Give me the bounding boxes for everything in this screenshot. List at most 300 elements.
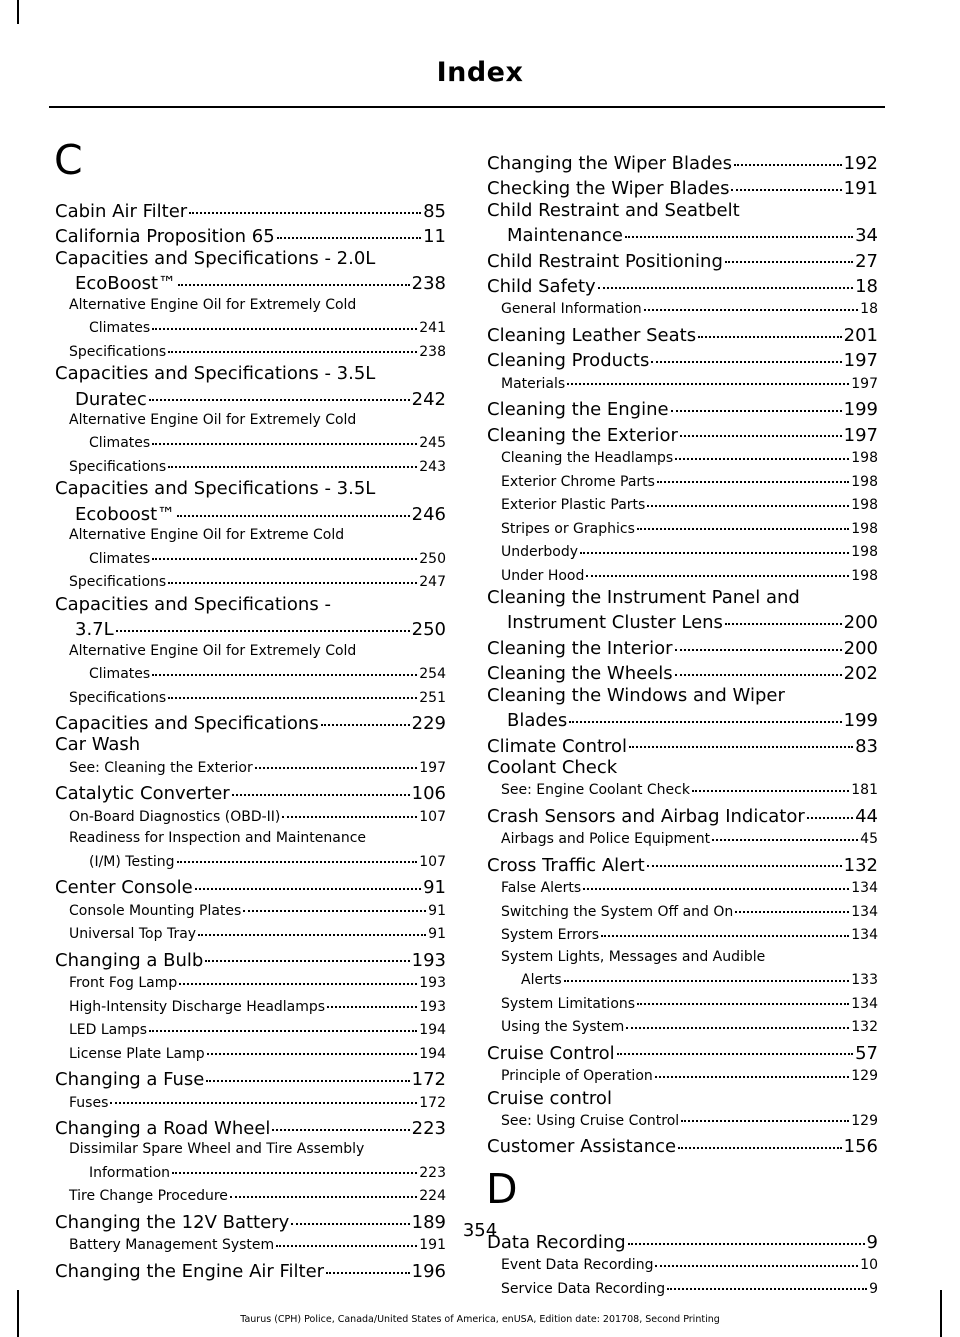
dot-leader — [725, 605, 842, 625]
entry-page: 107 — [419, 808, 446, 825]
entry-text: LED Lamps — [69, 1022, 148, 1039]
entry-text: Dissimilar Spare Wheel and Tire Assembly — [69, 1141, 365, 1158]
dot-leader — [651, 343, 841, 363]
entry-continuation — [69, 547, 446, 571]
entry-page: 200 — [843, 612, 878, 634]
dot-leader — [168, 568, 417, 584]
dot-leader — [655, 1062, 850, 1078]
dot-leader — [178, 266, 410, 286]
entry-page: 27 — [855, 250, 878, 272]
entry-page: 197 — [843, 424, 878, 446]
dot-leader — [580, 538, 849, 554]
dot-leader — [583, 874, 849, 890]
entry-page: 132 — [851, 1019, 878, 1036]
index-subentry — [55, 340, 446, 364]
entry-text: Cleaning the Wheels — [487, 663, 673, 685]
entry-text: 3.7L — [75, 619, 114, 641]
entry-text: Changing the 12V Battery — [55, 1211, 290, 1233]
index-subentry — [487, 923, 878, 947]
index-subentry — [55, 828, 446, 873]
entry-text: Changing a Fuse — [55, 1069, 205, 1091]
entry-text: Alternative Engine Oil for Extreme Cold — [69, 527, 345, 544]
dot-leader — [698, 318, 842, 338]
index-entry — [487, 200, 878, 247]
entry-page: 106 — [411, 783, 446, 805]
dot-leader — [177, 847, 418, 863]
entry-page: 193 — [411, 949, 446, 971]
footer-edition: Taurus (CPH) Police, Canada/United States of America, enUSA, Edition date: 201708, Second Printing — [240, 1314, 720, 1325]
index-entry — [487, 587, 878, 634]
dot-leader — [327, 992, 417, 1008]
index-subentry — [55, 1018, 446, 1042]
entry-text: Fuses — [69, 1094, 109, 1111]
entry-text: Maintenance — [507, 225, 623, 247]
entry-text: Specifications — [69, 343, 167, 360]
entry-text: Underbody — [501, 544, 578, 561]
entry-continuation — [55, 500, 446, 525]
index-subentry — [55, 455, 446, 479]
index-entry — [55, 594, 446, 641]
index-subentry — [55, 410, 446, 455]
dot-leader — [110, 1088, 417, 1104]
entry-text: On-Board Diagnostics (OBD-II) — [69, 808, 281, 825]
dot-leader — [255, 753, 418, 769]
dot-leader — [149, 381, 410, 401]
entry-page: 133 — [851, 972, 878, 989]
entry-text: Crash Sensors and Airbag Indicator — [487, 805, 805, 827]
dot-leader — [230, 1182, 417, 1198]
entry-text: Center Console — [55, 877, 193, 899]
entry-text: Universal Top Tray — [69, 926, 197, 943]
entry-continuation — [69, 1161, 446, 1185]
entry-page: 11 — [423, 226, 446, 248]
dot-leader — [617, 1035, 853, 1055]
dot-leader — [657, 467, 849, 483]
entry-page: 238 — [419, 343, 446, 360]
entry-page: 156 — [843, 1136, 878, 1158]
dot-leader — [206, 1062, 409, 1082]
entry-text: Principle of Operation — [501, 1068, 653, 1085]
index-entry — [55, 873, 446, 898]
entry-text: Exterior Plastic Parts — [501, 497, 646, 514]
entry-page: 242 — [411, 388, 446, 410]
entry-page: 91 — [428, 926, 446, 943]
index-entry — [55, 1257, 446, 1282]
entry-page: 107 — [419, 853, 446, 870]
entry-page: 45 — [860, 831, 878, 848]
entry-text: Blades — [507, 710, 568, 732]
index-subentry — [55, 641, 446, 686]
entry-text: System Lights, Messages and Audible — [501, 948, 766, 965]
entry-text: Under Hood — [501, 567, 585, 584]
entry-text: Child Restraint and Seatbelt — [487, 199, 740, 221]
dot-leader — [807, 799, 853, 819]
index-entry — [487, 732, 878, 757]
entry-text: False Alerts — [501, 880, 582, 897]
index-column-right — [487, 149, 878, 1300]
index-subentry — [487, 1064, 878, 1088]
entry-text: Cleaning the Windows and Wiper — [487, 684, 785, 706]
entry-text: Specifications — [69, 689, 167, 706]
index-subentry — [487, 540, 878, 564]
entry-page: 91 — [428, 902, 446, 919]
entry-text: Readiness for Inspection and Maintenance — [69, 830, 367, 847]
entry-text: Specifications — [69, 458, 167, 475]
entry-text: Event Data Recording — [501, 1257, 654, 1274]
entry-page: 198 — [851, 473, 878, 490]
entry-text: Cruise control — [487, 1087, 612, 1109]
entry-page: 198 — [851, 544, 878, 561]
entry-text: Alternative Engine Oil for Extremely Cold — [69, 296, 357, 313]
dot-leader — [152, 660, 417, 676]
entry-text: Capacities and Specifications - 2.0L — [55, 247, 376, 269]
dot-leader — [243, 896, 426, 912]
index-entry — [487, 272, 878, 297]
entry-page: 199 — [843, 710, 878, 732]
index-entry — [487, 851, 878, 876]
entry-continuation — [501, 968, 878, 992]
dot-leader — [189, 194, 421, 214]
dot-leader — [172, 1158, 417, 1174]
entry-text: (I/M) Testing — [89, 853, 175, 870]
dot-leader — [629, 728, 853, 748]
entry-page: 194 — [419, 1045, 446, 1062]
index-entry — [487, 685, 878, 732]
entry-page: 34 — [855, 225, 878, 247]
index-entry — [55, 779, 446, 804]
dot-leader — [205, 942, 409, 962]
dot-leader — [680, 417, 842, 437]
entry-page: 238 — [411, 273, 446, 295]
entry-page: 181 — [851, 782, 878, 799]
entry-text: Changing a Bulb — [55, 949, 204, 971]
dot-leader — [152, 314, 417, 330]
entry-page: 250 — [411, 619, 446, 641]
dot-leader — [644, 295, 859, 311]
entry-text: Cleaning the Engine — [487, 399, 669, 421]
index-subentry — [487, 564, 878, 588]
dot-leader — [168, 337, 417, 353]
dot-leader — [207, 1039, 418, 1055]
index-subentry — [55, 570, 446, 594]
entry-text: Checking the Wiper Blades — [487, 178, 730, 200]
dot-leader — [647, 491, 849, 507]
entry-text: Customer Assistance — [487, 1136, 677, 1158]
entry-text: Changing a Road Wheel — [55, 1118, 271, 1139]
index-entry — [55, 363, 446, 410]
entry-text: Using the System — [501, 1019, 625, 1036]
entry-page: 129 — [851, 1068, 878, 1085]
index-entry — [487, 1132, 878, 1157]
index-entry — [55, 478, 446, 525]
entry-text: License Plate Lamp — [69, 1045, 205, 1062]
dot-leader — [586, 561, 849, 577]
dot-leader — [675, 656, 842, 676]
entry-text: Ecoboost™ — [75, 503, 176, 525]
entry-text: Cleaning the Exterior — [487, 424, 678, 446]
entry-continuation — [55, 385, 446, 410]
dot-leader — [655, 1251, 858, 1267]
index-subentry — [487, 517, 878, 541]
entry-page: 193 — [419, 998, 446, 1015]
index-entry — [55, 248, 446, 295]
index-entry — [487, 421, 878, 446]
index-subentry — [487, 947, 878, 992]
entry-text: Capacities and Specifications - 3.5L — [55, 478, 376, 500]
dot-leader — [731, 171, 841, 191]
entry-page: 223 — [419, 1164, 446, 1181]
title-rule — [49, 106, 885, 108]
entry-text: Tire Change Procedure — [69, 1188, 228, 1205]
dot-leader — [725, 243, 853, 263]
dot-leader — [675, 444, 849, 460]
entry-text: Console Mounting Plates — [69, 902, 242, 919]
entry-text: Cleaning Products — [487, 350, 650, 372]
index-subentry — [487, 876, 878, 900]
entry-continuation — [69, 431, 446, 455]
entry-text: Capacities and Specifications - — [55, 593, 331, 615]
section-letter: C — [54, 136, 83, 184]
entry-page: 191 — [843, 178, 878, 200]
dot-leader — [168, 452, 417, 468]
index-entry — [55, 222, 446, 247]
entry-page: 132 — [843, 854, 878, 876]
index-subentry — [55, 899, 446, 923]
dot-leader — [277, 219, 421, 239]
entry-text: See: Cleaning the Exterior — [69, 759, 253, 776]
entry-page: 172 — [411, 1069, 446, 1091]
entry-text: Capacities and Specifications — [55, 713, 319, 735]
entry-page: 198 — [851, 567, 878, 584]
dot-leader — [671, 392, 842, 412]
entry-continuation — [55, 269, 446, 294]
entry-page: 241 — [419, 320, 446, 337]
dot-leader — [149, 1016, 417, 1032]
entry-page: 197 — [851, 375, 878, 392]
entry-text: Duratec — [75, 388, 147, 410]
entry-text: Capacities and Specifications - 3.5L — [55, 363, 376, 385]
entry-page: 198 — [851, 497, 878, 514]
index-subentry — [487, 470, 878, 494]
dot-leader — [678, 1129, 842, 1149]
dot-leader — [712, 825, 858, 841]
entry-page: 197 — [843, 350, 878, 372]
dot-leader — [692, 776, 849, 792]
dot-leader — [567, 369, 849, 385]
crop-mark-top-left — [17, 0, 19, 24]
index-subentry — [55, 971, 446, 995]
dot-leader — [177, 497, 409, 517]
dot-leader — [569, 703, 841, 723]
entry-page: 85 — [423, 201, 446, 222]
entry-text: Climate Control — [487, 735, 628, 757]
index-subentry — [487, 1277, 878, 1301]
entry-page: 134 — [851, 927, 878, 944]
entry-continuation — [69, 662, 446, 686]
entry-text: Climates — [89, 435, 151, 452]
entry-text: Catalytic Converter — [55, 783, 230, 805]
entry-text: See: Using Cruise Control — [501, 1112, 680, 1129]
dot-leader — [168, 683, 417, 699]
dot-leader — [675, 631, 842, 651]
entry-page: 198 — [851, 520, 878, 537]
entry-page: 9 — [866, 1231, 878, 1253]
entry-page: 134 — [851, 903, 878, 920]
index-entry — [487, 802, 878, 827]
dot-leader — [735, 897, 849, 913]
entry-page: 243 — [419, 458, 446, 475]
dot-leader — [734, 146, 842, 166]
dot-leader — [152, 544, 417, 560]
entry-page: 189 — [411, 1211, 446, 1233]
entry-page: 57 — [855, 1042, 878, 1064]
entry-text: Service Data Recording — [501, 1280, 666, 1297]
entry-text: See: Engine Coolant Check — [501, 782, 690, 799]
page-title: Index — [436, 57, 524, 88]
entry-page: 229 — [411, 713, 446, 735]
entry-text: Child Restraint Positioning — [487, 250, 723, 272]
entry-page: 251 — [419, 689, 446, 706]
entry-page: 9 — [869, 1280, 878, 1297]
dot-leader — [282, 802, 417, 818]
entry-text: Coolant Check — [487, 756, 618, 778]
entry-text: California Proposition 65 — [55, 226, 275, 248]
index-subentry — [55, 995, 446, 1019]
entry-text: Switching the System Off and On — [501, 903, 734, 920]
index-entry — [487, 1039, 878, 1064]
entry-text: Materials — [501, 375, 566, 392]
entry-page: 245 — [419, 435, 446, 452]
entry-page: 199 — [843, 399, 878, 421]
entry-page: 191 — [419, 1237, 446, 1254]
entry-page: 254 — [419, 666, 446, 683]
entry-text: Alternative Engine Oil for Extremely Cold — [69, 642, 357, 659]
dot-leader — [637, 514, 849, 530]
entry-text: Climates — [89, 550, 151, 567]
index-subentry — [55, 1139, 446, 1184]
entry-text: Cabin Air Filter — [55, 201, 188, 222]
entry-page: 201 — [843, 324, 878, 346]
entry-text: Stripes or Graphics — [501, 520, 635, 537]
entry-text: Climates — [89, 666, 151, 683]
entry-text: Information — [89, 1164, 171, 1181]
entry-text: Alternative Engine Oil for Extremely Cold — [69, 411, 357, 428]
entry-page: 194 — [419, 1022, 446, 1039]
entry-page: 223 — [411, 1118, 446, 1139]
index-column-left — [55, 137, 446, 1282]
index-entry — [487, 346, 878, 371]
entry-text: Changing the Wiper Blades — [487, 153, 732, 174]
section-letter: D — [486, 1164, 518, 1213]
entry-text: System Limitations — [501, 995, 636, 1012]
entry-page: 198 — [851, 450, 878, 467]
entry-page: 134 — [851, 880, 878, 897]
dot-leader — [564, 966, 850, 982]
entry-text: Cross Traffic Alert — [487, 854, 645, 876]
entry-page: 44 — [855, 805, 878, 827]
entry-text: General Information — [501, 301, 642, 318]
dot-leader — [601, 921, 849, 937]
index-subentry — [487, 992, 878, 1016]
entry-text: Changing the Engine Air Filter — [55, 1260, 325, 1282]
dot-leader — [272, 1111, 409, 1131]
entry-text: Cleaning the Instrument Panel and — [487, 587, 800, 609]
entry-text: Instrument Cluster Lens — [507, 612, 723, 634]
index-subentry — [487, 900, 878, 924]
dot-leader — [116, 612, 410, 632]
dot-leader — [681, 1106, 849, 1122]
entry-text: System Errors — [501, 927, 600, 944]
entry-text: Alerts — [521, 972, 562, 989]
index-entry — [55, 1065, 446, 1090]
entry-page: 18 — [860, 301, 878, 318]
index-subentry — [55, 525, 446, 570]
entry-text: Exterior Chrome Parts — [501, 473, 655, 490]
entry-text: Climates — [89, 320, 151, 337]
dot-leader — [179, 969, 417, 985]
entry-page: 202 — [843, 663, 878, 685]
index-entry — [55, 1114, 446, 1139]
index-subentry — [487, 493, 878, 517]
entry-page: 129 — [851, 1112, 878, 1129]
entry-text: Cruise Control — [487, 1042, 615, 1064]
entry-page: 83 — [855, 735, 878, 757]
entry-page: 91 — [423, 877, 446, 899]
dot-leader — [232, 776, 410, 796]
index-subentry — [487, 446, 878, 470]
index-subentry — [487, 1253, 878, 1277]
entry-page: 134 — [851, 995, 878, 1012]
index-subentry — [55, 805, 446, 829]
entry-page: 247 — [419, 574, 446, 591]
entry-page: 200 — [843, 637, 878, 659]
index-entry — [55, 709, 446, 734]
entry-text: Airbags and Police Equipment — [501, 831, 711, 848]
entry-page: 192 — [843, 153, 878, 174]
entry-page: 246 — [411, 503, 446, 525]
entry-continuation — [69, 316, 446, 340]
entry-page: 196 — [411, 1260, 446, 1282]
dot-leader — [625, 218, 853, 238]
entry-text: Battery Management System — [69, 1237, 275, 1254]
dot-leader — [326, 1254, 410, 1274]
dot-leader — [637, 989, 849, 1005]
index-entry — [487, 659, 878, 684]
index-entry — [55, 946, 446, 971]
entry-text: Car Wash — [55, 734, 141, 756]
dot-leader — [321, 706, 410, 726]
entry-text: Front Fog Lamp — [69, 975, 178, 992]
dot-leader — [198, 920, 426, 936]
entry-text: Cleaning the Interior — [487, 637, 673, 659]
dot-leader — [152, 429, 417, 445]
entry-text: Specifications — [69, 574, 167, 591]
entry-page: 193 — [419, 975, 446, 992]
entry-text: High-Intensity Discharge Headlamps — [69, 998, 326, 1015]
entry-text: Data Recording — [487, 1231, 626, 1253]
entry-page: 197 — [419, 759, 446, 776]
entry-text: Cleaning Leather Seats — [487, 324, 697, 346]
index-entry — [487, 174, 878, 199]
entry-page: 18 — [855, 276, 878, 298]
page-number: 354 — [462, 1220, 498, 1241]
dot-leader — [667, 1274, 867, 1290]
dot-leader — [626, 1013, 849, 1029]
dot-leader — [598, 269, 853, 289]
entry-text: Child Safety — [487, 276, 596, 298]
entry-text: EcoBoost™ — [75, 273, 177, 295]
entry-page: 250 — [419, 550, 446, 567]
